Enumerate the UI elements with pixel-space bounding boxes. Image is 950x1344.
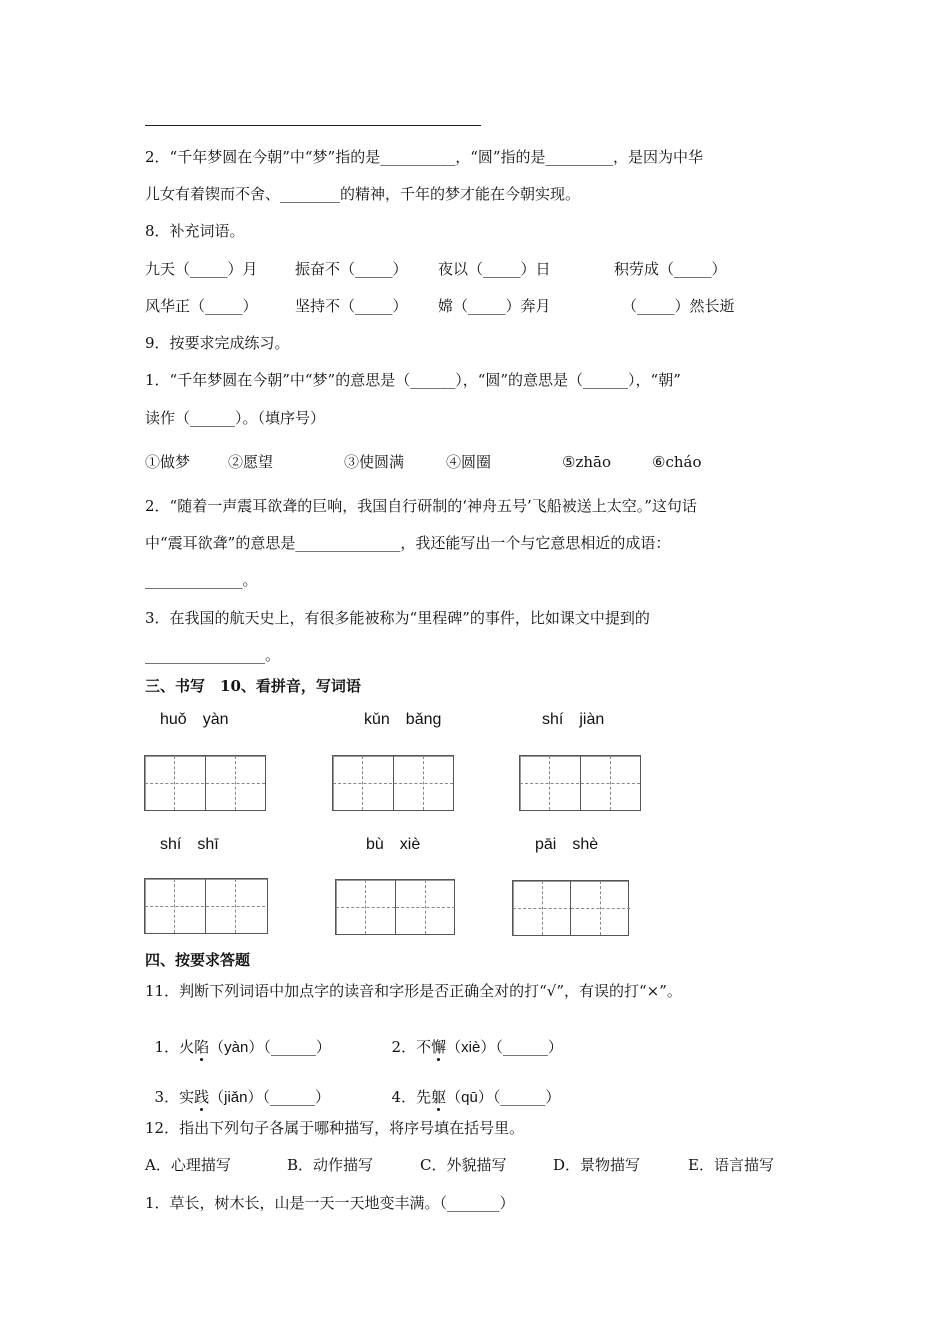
dotted-char: 躯 <box>431 1088 447 1106</box>
grid-cell[interactable] <box>333 756 392 810</box>
q12-option-b: B．动作描写 <box>287 1156 374 1174</box>
writing-grid-2[interactable] <box>332 755 454 811</box>
q9-option-2: ②愿望 <box>228 453 274 471</box>
writing-grid-4[interactable] <box>144 878 268 934</box>
section3-heading: 三、书写 10、看拼音，写词语 <box>145 677 361 695</box>
q7-line-2: 儿女有着锲而不舍、________的精神，千年的梦才能在今朝实现。 <box>145 185 581 203</box>
grid-cell[interactable] <box>395 880 455 934</box>
q12-sentence-1: 1．草长，树木长，山是一天一天地变丰满。（_______） <box>145 1194 515 1212</box>
q7-line-1: 2．“千年梦圆在今朝”中“梦”指的是__________，“圆”指的是_________，是因为中华 <box>145 148 704 166</box>
q11-item-3: 3．实践（jiǎn）（______） <box>154 1088 331 1106</box>
grid-cell[interactable] <box>205 756 265 810</box>
q8-row2-item1: 风华正（_____） <box>145 297 258 315</box>
q8-row1-item1: 九天（_____）月 <box>145 260 258 278</box>
q9-s3-line1: 3．在我国的航天史上，有很多能被称为“里程碑”的事件，比如课文中提到的 <box>145 609 650 627</box>
q9-s2-line1: 2．“随着一声震耳欲聋的巨响，我国自行研制的‘神舟五号’飞船被送上太空。”这句话 <box>145 497 697 515</box>
q12-title: 12．指出下列句子各属于哪种描写，将序号填在括号里。 <box>145 1119 525 1137</box>
q12-option-a: A．心理描写 <box>145 1156 231 1174</box>
q9-s3-line2: ________________。 <box>145 646 281 664</box>
grid-cell[interactable] <box>520 756 579 810</box>
q8-row2-item4: （_____）然长逝 <box>622 297 735 315</box>
q12-option-c: C．外貌描写 <box>420 1156 507 1174</box>
q9-option-5: ⑤zhāo <box>562 453 611 471</box>
grid-cell[interactable] <box>145 879 204 933</box>
q8-row2-item3: 嫦（_____）奔月 <box>438 297 551 315</box>
q9-s2-line3: _____________。 <box>145 571 258 589</box>
answer-line-top <box>145 125 481 126</box>
grid-cell[interactable] <box>393 756 453 810</box>
q11-item-4: 4．先躯（qū）（______） <box>391 1088 561 1106</box>
q9-option-3: ③使圆满 <box>344 453 405 471</box>
writing-grid-6[interactable] <box>512 880 629 936</box>
q9-s1-line1: 1．“千年梦圆在今朝”中“梦”的意思是（______），“圆”的意思是（______），“朝” <box>145 371 681 389</box>
q9-option-1: ①做梦 <box>145 453 191 471</box>
dotted-char: 践 <box>194 1088 210 1106</box>
q9-s2-line2: 中“震耳欲聋”的意思是______________，我还能写出一个与它意思相近的成语： <box>145 534 671 552</box>
grid-cell[interactable] <box>145 756 204 810</box>
answer-blank[interactable]: （______） <box>263 1038 331 1056</box>
pinyin-3: shí jiàn <box>542 711 605 728</box>
grid-cell[interactable] <box>570 881 630 935</box>
answer-blank[interactable]: （______） <box>495 1038 563 1056</box>
q8-row2-item2: 坚持不（_____） <box>295 297 408 315</box>
pinyin-6: pāi shè <box>535 836 599 853</box>
q12-option-e: E．语言描写 <box>688 1156 774 1174</box>
section4-heading: 四、按要求答题 <box>145 951 251 969</box>
q8-row1-item2: 振奋不（_____） <box>295 260 408 278</box>
writing-grid-5[interactable] <box>335 879 455 935</box>
answer-blank[interactable]: （______） <box>262 1088 331 1106</box>
grid-cell[interactable] <box>336 880 395 934</box>
pinyin-5: bù xiè <box>366 836 421 853</box>
answer-blank[interactable]: （______） <box>492 1088 561 1106</box>
pinyin-4: shí shī <box>160 836 219 853</box>
grid-cell[interactable] <box>580 756 640 810</box>
writing-grid-3[interactable] <box>519 755 641 811</box>
grid-cell[interactable] <box>205 879 265 933</box>
q9-option-6: ⑥cháo <box>652 453 702 471</box>
grid-cell[interactable] <box>513 881 572 935</box>
q8-row1-item4: 积劳成（_____） <box>614 260 727 278</box>
dotted-char: 懈 <box>431 1038 447 1056</box>
q9-title: 9．按要求完成练习。 <box>145 334 290 352</box>
q12-option-d: D．景物描写 <box>553 1156 641 1174</box>
q9-s1-line2: 读作（______）。（填序号） <box>145 409 326 427</box>
q11-item-2: 2．不懈（xiè）（______） <box>391 1038 563 1056</box>
q8-title: 8．补充词语。 <box>145 222 245 240</box>
q11-item-1: 1．火陷（yàn）（______） <box>154 1038 331 1056</box>
writing-grid-1[interactable] <box>144 755 266 811</box>
dotted-char: 陷 <box>194 1038 210 1056</box>
q9-option-4: ④圆圈 <box>446 453 492 471</box>
q8-row1-item3: 夜以（_____）日 <box>438 260 551 278</box>
pinyin-1: huǒ yàn <box>160 711 229 728</box>
q11-title: 11．判断下列词语中加点字的读音和字形是否正确全对的打“√”，有误的打“×”。 <box>145 982 682 1000</box>
pinyin-2: kǔn bǎng <box>364 711 442 728</box>
